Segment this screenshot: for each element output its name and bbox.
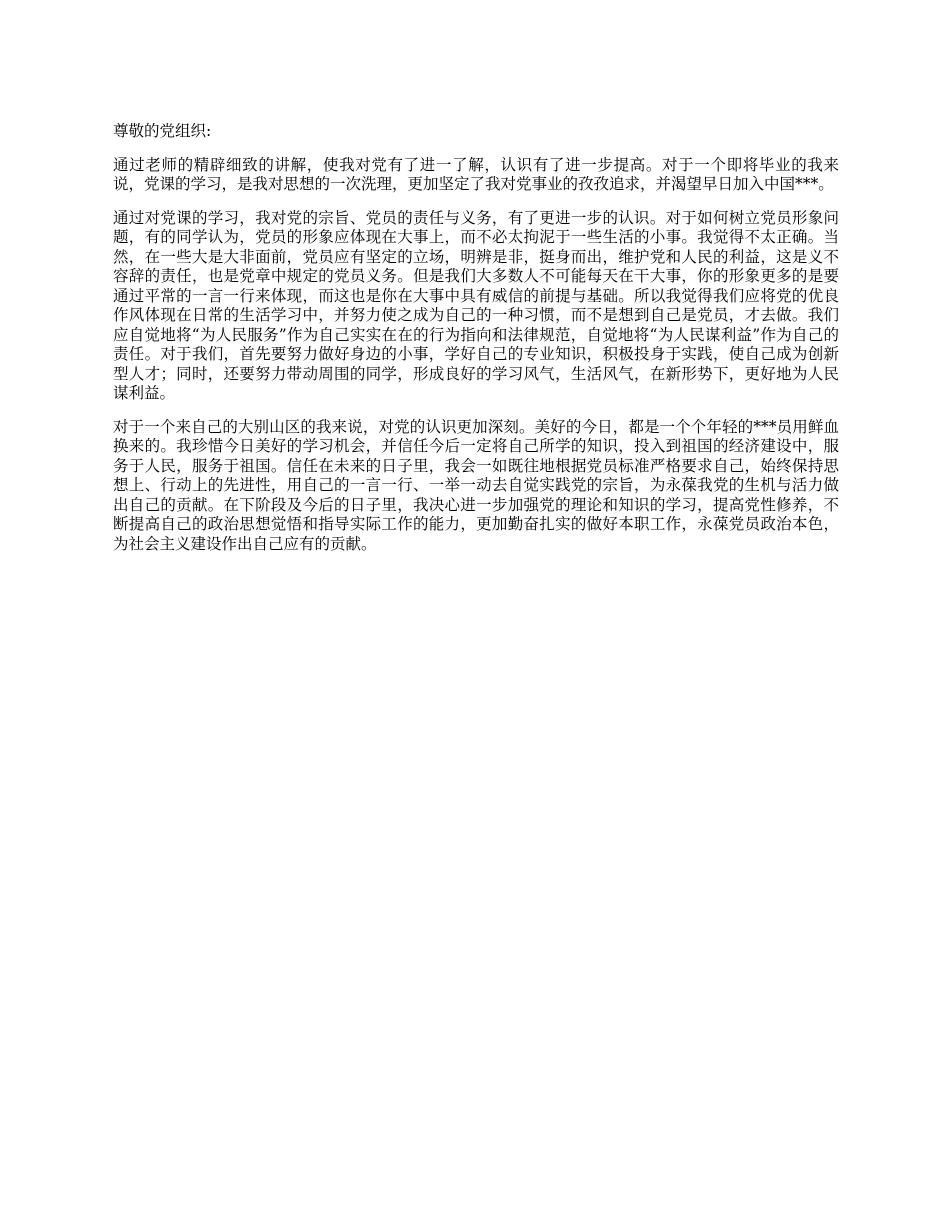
- document-body: [113, 122, 839, 568]
- paragraph-1: 通过老师的精辟细致的讲解，使我对党有了进一了解，认识有了进一步提高。对于一个即将毕业的我来说，党课的学习，是我对思想的一次洗理，更加坚定了我对党事业的孜孜追求，并渴望早日加入中国***。: [113, 155, 839, 193]
- salutation: 尊敬的党组织:: [113, 122, 212, 140]
- paragraph-3: 对于一个来自己的大别山区的我来说，对党的认识更加深刻。美好的今日，都是一个个年轻的***员用鲜血换来的。我珍惜今日美好的学习机会，并信任今后一定将自己所学的知识，投入到祖国的经济建设中，服务于人民，服务于祖国。信任在未来的日子里，我会一如既往地根据党员标准严格要求自己，始终保持思想上、行动上的先进性，用自己的一言一行、一举一动去自觉实践党的宗旨，为永葆我党的生机与活力做出自己的贡献。在下阶段及今后的日子里，我决心进一步加强党的理论和知识的学习，提高党性修养，不断提高自己的政治思想觉悟和指导实际工作的能力，更加勤奋扎实的做好本职工作，永葆党员政治本色，为社会主义建设作出自己应有的贡献。: [113, 417, 839, 553]
- paragraph-2: 通过对党课的学习，我对党的宗旨、党员的责任与义务，有了更进一步的认识。对于如何树立党员形象问题，有的同学认为，党员的形象应体现在大事上，而不必太拘泥于一些生活的小事。我觉得不太正确。当然，在一些大是大非面前，党员应有坚定的立场，明辨是非，挺身而出，维护党和人民的利益，这是义不容辞的责任，也是党章中规定的党员义务。但是我们大多数人不可能每天在干大事，你的形象更多的是要通过平常的一言一行来体现，而这也是你在大事中具有威信的前提与基础。所以我觉得我们应将党的优良作风体现在日常的生活学习中，并努力使之成为自己的一种习惯，而不是想到自己是党员，才去做。我们应自觉地将“为人民服务”作为自己实实在在的行为指向和法律规范，自觉地将“为人民谋利益”作为自己的责任。对于我们，首先要努力做好身边的小事，学好自己的专业知识，积极投身于实践，使自己成为创新型人才；同时，还要努力带动周围的同学，形成良好的学习风气，生活风气，在新形势下，更好地为人民谋利益。: [113, 208, 839, 402]
